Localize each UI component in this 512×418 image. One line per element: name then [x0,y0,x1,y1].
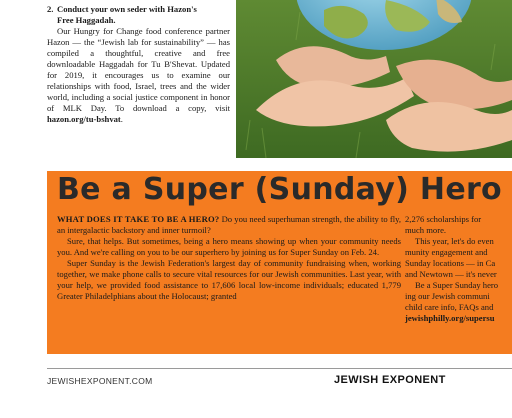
panel-headline: Be a Super (Sunday) Hero [57,172,502,207]
col2-line: child care info, FAQs and [405,302,494,312]
col2-line: This year, let's do even [415,236,494,246]
footer-divider [47,368,512,369]
panel-column-1 [57,214,401,302]
panel-paragraph-1-text: Do you need superhuman strength, the ability to fly, an intergalactic backstory and inner turmoil? [57,214,401,235]
footer-brand: JEWISH EXPONENT [334,374,446,386]
panel-paragraph-1 [57,214,401,236]
article-column [47,4,230,125]
hands-globe-photo [236,0,512,158]
col2-line: Be a Super Sunday hero [415,280,499,290]
step-body [47,26,230,125]
col2-line: ing our Jewish communi [405,291,490,301]
step-title-line1: Conduct your own seder with Hazon's [57,4,197,14]
step-heading [47,4,230,26]
col2-line: munity engagement and [405,247,488,257]
col2-line: Sunday locations — in Ca [405,258,496,268]
hazon-link[interactable]: hazon.org/tu-bshvat [47,114,121,124]
hands-holding-globe-photo-icon [236,0,512,158]
super-sunday-panel [47,171,512,354]
step-number: 2. [47,4,54,14]
step-body-text: Our Hungry for Change food conference partner Hazon — the “Jewish lab for sustainability” — has compiled a thoughtful, creative and free downloadable Haggadah for Tu B'Shevat. Updated for 2019, it encourages us to examine our relationships with food, Israel, trees and the wider world, including a social justice component in honor of MLK Day. To download a copy, visit [47,26,230,113]
panel-paragraph-2: Sure, that helps. But sometimes, being a hero means showing up when your community needs you. And we're calling on you to be our superhero by joining us for Super Sunday on Feb. 24. [57,236,401,257]
step-body-end: . [120,114,123,124]
col2-line: 2,276 scholarships for [405,214,482,224]
panel-paragraph-3: Super Sunday is the Jewish Federation's largest day of community fundraising when, working together, we make phone calls to secure vital resources for our Jewish communities. Last year, with your help, we provided food assistance to 17,606 local low-income individuals; educated 1,779 Greater Philadelphians about the Holocaust; granted [57,258,401,301]
supersunday-link[interactable]: jewishphilly.org/supersu [405,313,495,323]
step-title-line2: Free Haggadah. [57,15,116,25]
col2-line: and Newtown — it's never [405,269,497,279]
col2-line: much more. [405,225,447,235]
footer-url[interactable]: JEWISHEXPONENT.COM [47,376,153,386]
panel-lead: WHAT DOES IT TAKE TO BE A HERO? [57,214,220,224]
panel-column-2 [405,214,512,324]
